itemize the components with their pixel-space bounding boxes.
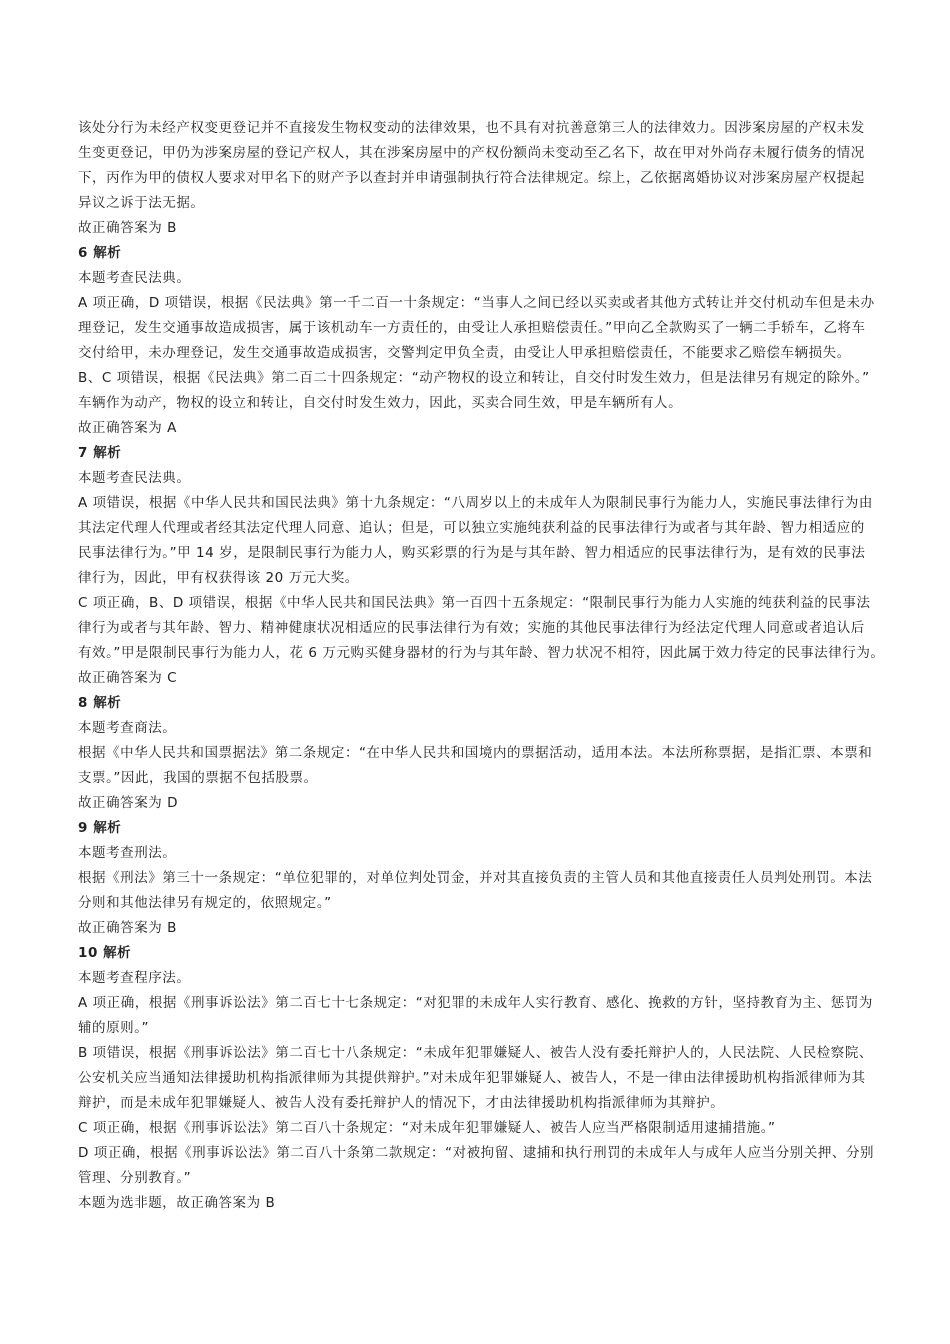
text-line: 支票。”因此，我国的票据不包括股票。 bbox=[78, 770, 318, 786]
text-line: A 项正确，D 项错误，根据《民法典》第一千二百一十条规定：“当事人之间已经以买卖或者其他方式转让并交付机动车但是未办 bbox=[78, 295, 875, 311]
text-line: 民事法律行为。”甲 14 岁，是限制民事行为能力人，购买彩票的行为是与其年龄、智力相适应的民事法律行为，是有效的民事法 bbox=[78, 545, 866, 561]
text-line: 下，丙作为甲的债权人要求对甲名下的财产予以查封并申请强制执行符合法律规定。综上，乙依据离婚协议对涉案房屋产权提起 bbox=[78, 170, 865, 186]
text-line: 其法定代理人代理或者经其法定代理人同意、追认；但是，可以独立实施纯获利益的民事法律行为或者与其年龄、智力相适应的 bbox=[78, 520, 865, 536]
text-line: 故正确答案为 C bbox=[78, 670, 178, 686]
text-line: C 项正确，根据《刑事诉讼法》第二百八十条规定：“对未成年犯罪嫌疑人、被告人应当严格限制适用逮捕措施。” bbox=[78, 1120, 776, 1136]
section-heading: 10 解析 bbox=[78, 945, 132, 961]
text-line: 根据《中华人民共和国票据法》第二条规定：“在中华人民共和国境内的票据活动，适用本法。本法所称票据，是指汇票、本票和 bbox=[78, 745, 873, 761]
text-line: 本题考查刑法。 bbox=[78, 845, 177, 861]
text-line: 该处分行为未经产权变更登记并不直接发生物权变动的法律效果，也不具有对抗善意第三人的法律效力。因涉案房屋的产权未发 bbox=[78, 120, 865, 136]
text-line: 异议之诉于法无据。 bbox=[78, 195, 205, 211]
section-heading: 6 解析 bbox=[78, 245, 122, 261]
text-line: 本题考查程序法。 bbox=[78, 970, 191, 986]
text-line: 律行为，因此，甲有权获得该 20 万元大奖。 bbox=[78, 570, 359, 586]
text-line: D 项正确，根据《刑事诉讼法》第二百八十条第二款规定：“对被拘留、逮捕和执行刑罚的未成年人与成年人应当分别关押、分别 bbox=[78, 1145, 875, 1161]
text-line: 公安机关应当通知法律援助机构指派律师为其提供辩护。”对未成年犯罪嫌疑人、被告人，不是一律由法律援助机构指派律师为其 bbox=[78, 1070, 866, 1086]
text-line: 辅的原则。” bbox=[78, 1020, 150, 1036]
answer-explanations bbox=[78, 116, 884, 1216]
text-line: 故正确答案为 A bbox=[78, 420, 177, 436]
text-line: C 项正确，B、D 项错误，根据《中华人民共和国民法典》第一百四十五条规定：“限制民事行为能力人实施的纯获利益的民事法 bbox=[78, 595, 871, 611]
text-line: 辩护，而是未成年犯罪嫌疑人、被告人没有委托辩护人的情况下，才由法律援助机构指派律师为其辩护。 bbox=[78, 1095, 725, 1111]
text-line: 故正确答案为 B bbox=[78, 920, 177, 936]
text-line: 管理、分别教育。” bbox=[78, 1170, 192, 1186]
text-line: B、C 项错误，根据《民法典》第二百二十四条规定：“动产物权的设立和转让，自交付时发生效力，但是法律另有规定的除外。” bbox=[78, 370, 870, 386]
text-line: 本题为选非题，故正确答案为 B bbox=[78, 1195, 276, 1211]
text-line: 根据《刑法》第三十一条规定：“单位犯罪的，对单位判处罚金，并对其直接负责的主管人员和其他直接责任人员判处刑罚。本法 bbox=[78, 870, 873, 886]
text-line: 故正确答案为 D bbox=[78, 795, 179, 811]
text-line: 有效。”甲是限制民事行为能力人，花 6 万元购买健身器材的行为与其年龄、智力状况不相符，因此属于效力待定的民事法律行为。 bbox=[78, 645, 885, 661]
section-heading: 8 解析 bbox=[78, 695, 122, 711]
text-line: 生变更登记，甲仍为涉案房屋的登记产权人，其在涉案房屋中的产权份额尚未变动至乙名下，故在甲对外尚存未履行债务的情况 bbox=[78, 145, 865, 161]
section-heading: 7 解析 bbox=[78, 445, 122, 461]
text-line: 本题考查民法典。 bbox=[78, 270, 191, 286]
text-line: 分则和其他法律另有规定的，依照规定。” bbox=[78, 895, 332, 911]
text-line: 车辆作为动产，物权的设立和转让，自交付时发生效力，因此，买卖合同生效，甲是车辆所有人。 bbox=[78, 395, 683, 411]
text-line: B 项错误，根据《刑事诉讼法》第二百七十八条规定：“未成年犯罪嫌疑人、被告人没有委托辩护人的，人民法院、人民检察院、 bbox=[78, 1045, 873, 1061]
text-line: A 项正确，根据《刑事诉讼法》第二百七十七条规定：“对犯罪的未成年人实行教育、感化、挽救的方针，坚持教育为主、惩罚为 bbox=[78, 995, 873, 1011]
text-line: 律行为或者与其年龄、智力、精神健康状况相适应的民事法律行为有效；实施的其他民事法律行为经法定代理人同意或者追认后 bbox=[78, 620, 865, 636]
document-body bbox=[78, 116, 884, 1216]
text-line: 交付给甲，未办理登记，发生交通事故造成损害，交警判定甲负全责，由受让人甲承担赔偿责任，不能要求乙赔偿车辆损失。 bbox=[78, 345, 851, 361]
text-line: A 项错误，根据《中华人民共和国民法典》第十九条规定：“八周岁以上的未成年人为限制民事行为能力人，实施民事法律行为由 bbox=[78, 495, 873, 511]
text-line: 本题考查民法典。 bbox=[78, 470, 191, 486]
section-heading: 9 解析 bbox=[78, 820, 122, 836]
text-line: 故正确答案为 B bbox=[78, 220, 177, 236]
text-line: 理登记，发生交通事故造成损害，属于该机动车一方责任的，由受让人承担赔偿责任。”甲向乙全款购买了一辆二手轿车，乙将车 bbox=[78, 320, 866, 336]
text-line: 本题考查商法。 bbox=[78, 720, 177, 736]
